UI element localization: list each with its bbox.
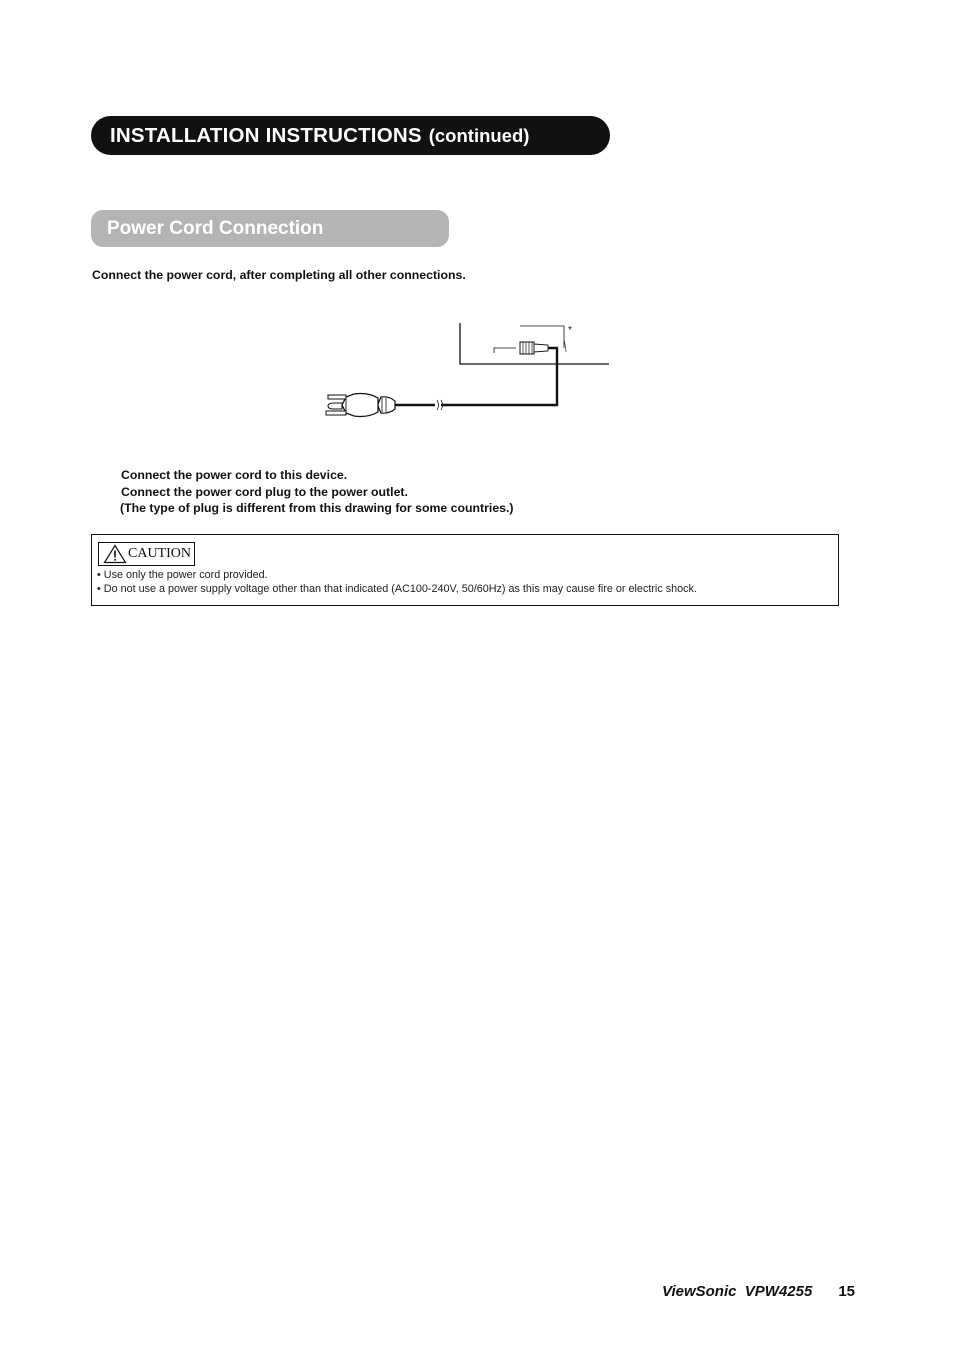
step-1-text: Connect the power cord to this device. — [121, 468, 348, 482]
caution-list — [97, 568, 697, 596]
caution-box — [91, 534, 839, 606]
step-2-text: Connect the power cord plug to the power outlet. — [121, 484, 408, 499]
header-title: INSTALLATION INSTRUCTIONS — [110, 123, 422, 147]
ac-inlet — [494, 348, 516, 353]
caution-label-text: CAUTION — [128, 546, 191, 561]
header-continued: (continued) — [428, 124, 530, 146]
subsection-title: Power Cord Connection — [107, 217, 324, 239]
caution-item: • Do not use a power supply voltage other than that indicated (AC100-240V, 50/60Hz) as this may cause fire or electric shock. — [97, 583, 697, 595]
page-footer — [662, 1283, 855, 1300]
caution-label — [98, 542, 195, 566]
section-header — [91, 116, 610, 155]
intro-text: Connect the power cord, after completing all other connections. — [92, 268, 466, 282]
subsection-header — [91, 210, 449, 247]
caution-item: • Use only the power cord provided. — [97, 569, 268, 581]
page-number: 15 — [838, 1283, 856, 1300]
power-cable — [441, 348, 557, 405]
footer-brand-model: ViewSonic VPW4255 — [662, 1283, 813, 1300]
asterisk-mark: * — [568, 325, 572, 336]
power-plug-icon — [326, 394, 395, 417]
warning-triangle-icon — [103, 544, 127, 564]
plug-type-note: (The type of plug is different from this drawing for some countries.) — [120, 501, 514, 515]
power-cord-diagram — [320, 318, 620, 428]
instruction-steps — [121, 467, 514, 517]
